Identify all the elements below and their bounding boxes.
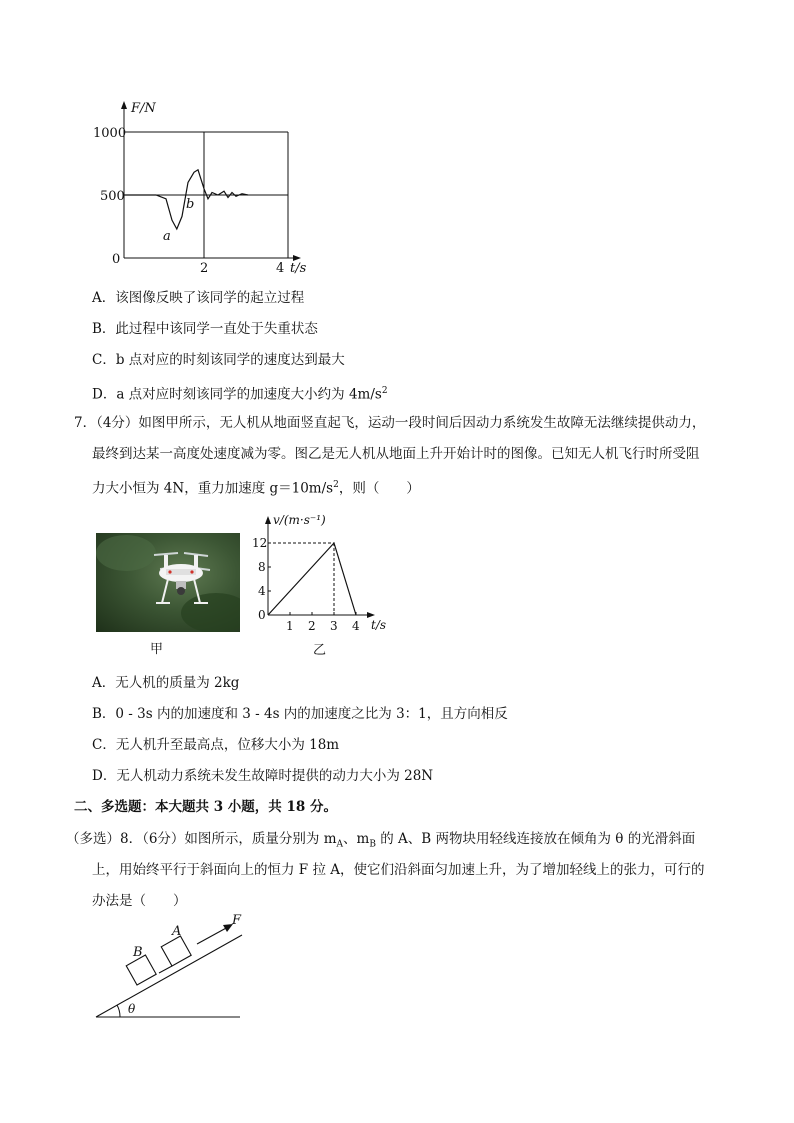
q7-line-2: 最终到达某一高度处速度减为零。图乙是无人机从地面上升开始计时的图像。已知无人机飞行时所受阻	[92, 446, 700, 462]
x-tick-4: 4	[276, 261, 285, 276]
q8-line-2: 上，用始终平行于斜面向上的恒力 F 拉 A，使它们沿斜面匀加速上升，为了增加轻线上的张力，可行的	[92, 862, 705, 878]
label-a: A	[172, 924, 182, 939]
y-tick-0: 0	[112, 252, 121, 267]
point-a-label: a	[163, 229, 171, 244]
q8-sub-b: B	[369, 839, 376, 850]
label-f: F	[232, 913, 242, 928]
q7-option-a: A．无人机的质量为 2kg	[92, 675, 240, 691]
q8-line-1c: 的 A、B 两物块用轻线连接放在倾角为 θ 的光滑斜面	[375, 831, 696, 847]
q6-option-c: C．b 点对应的时刻该同学的速度达到最大	[92, 352, 345, 368]
q6-option-a: A．该图像反映了该同学的起立过程	[92, 290, 305, 306]
t-tick-label: 2	[308, 619, 316, 633]
q7-line-3-sup: 2	[333, 480, 339, 490]
light-string	[159, 966, 172, 973]
photo-label-jia: 甲	[150, 642, 164, 657]
label-b: B	[133, 945, 143, 960]
q8-line-1b: 、m	[343, 831, 370, 847]
section-2-title: 二、多选题：本大题共 3 小题，共 18 分。	[74, 799, 337, 815]
v-tick-label: 8	[258, 560, 266, 574]
v-tick-label: 12	[252, 536, 268, 550]
t-tick-label: 4	[352, 619, 360, 633]
q7-line-3a: 力大小恒为 4N，重力加速度 g＝10m/s	[92, 480, 334, 497]
q7-line-3b: ，则（ ）	[338, 480, 420, 497]
v-tick-label: 0	[258, 608, 266, 622]
t-axis-2-label: t/s	[371, 618, 387, 632]
q6-option-b: B．此过程中该同学一直处于失重状态	[92, 321, 318, 337]
theta-label: θ	[128, 1002, 136, 1016]
q8-line-1a: （多选）8．（6分）如图所示，质量分别为 m	[66, 831, 337, 847]
theta-arc	[117, 1005, 120, 1017]
q7-option-d: D．无人机动力系统未发生故障时提供的动力大小为 28N	[92, 768, 434, 784]
chart-label-yi: 乙	[313, 643, 327, 658]
q7-option-b: B．0 - 3s 内的加速度和 3 - 4s 内的加速度之比为 3：1，且方向相反	[92, 706, 508, 722]
v-tick-label: 4	[258, 584, 266, 598]
y-tick-1000: 1000	[93, 126, 127, 141]
q6-option-d-text: D．a 点对应时刻该同学的加速度大小约为 4m/s	[92, 386, 382, 403]
point-b-label: b	[186, 197, 195, 212]
v-axis-label: v/(m·s⁻¹)	[273, 513, 326, 527]
q8-sub-a: A	[336, 839, 344, 850]
q8-line-3: 办法是（ ）	[92, 893, 187, 909]
y-tick-500: 500	[100, 189, 125, 204]
block-a	[161, 936, 191, 966]
t-tick-label: 1	[286, 619, 294, 633]
f-axis-label: F/N	[131, 101, 156, 116]
q7-option-c: C．无人机升至最高点，位移大小为 18m	[92, 737, 340, 753]
force-arrow	[197, 927, 228, 944]
x-tick-2: 2	[200, 261, 209, 276]
t-axis-label: t/s	[290, 261, 307, 276]
q7-line-1: 7．（4分）如图甲所示，无人机从地面竖直起飞，运动一段时间后因动力系统发生故障无法继续提供动力，	[74, 415, 706, 431]
q6-option-d-sup: 2	[381, 386, 388, 396]
t-tick-label: 3	[330, 619, 338, 633]
